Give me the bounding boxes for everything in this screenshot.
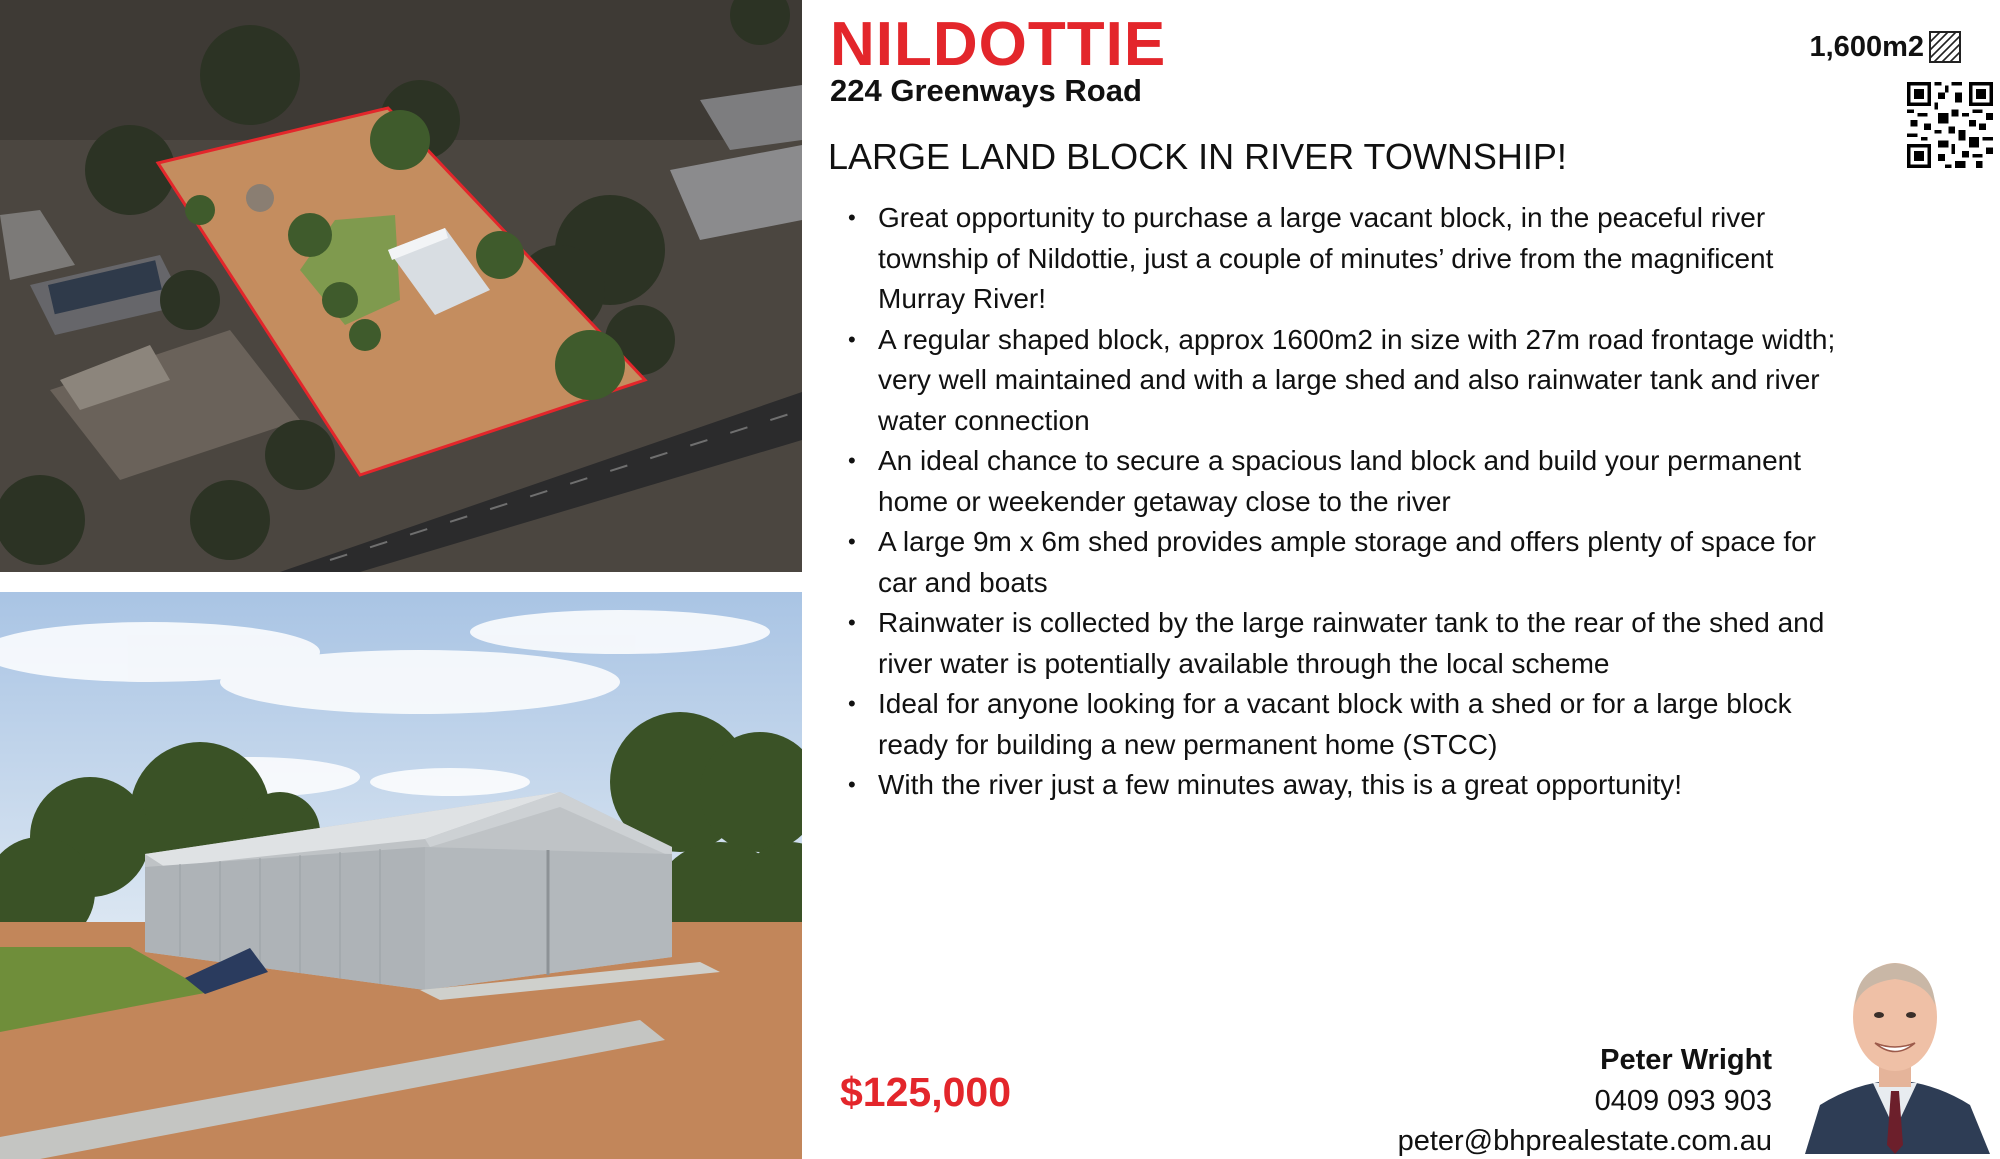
feature-item: • Great opportunity to purchase a large vacant block, in the peaceful river township of Nildottie, just a couple of minutes’ drive from the magnificent Murray River! — [848, 198, 1848, 320]
feature-list — [848, 198, 1848, 806]
property-address: 224 Greenways Road — [830, 73, 1142, 108]
land-area-value: 1,600m2 — [1809, 30, 1924, 63]
agent-name: Peter Wright — [1600, 1044, 1772, 1076]
feature-item: • An ideal chance to secure a spacious land block and build your permanent home or weekender getaway close to the river — [848, 441, 1848, 522]
feature-item: • Rainwater is collected by the large rainwater tank to the rear of the shed and river water is potentially available through the local scheme — [848, 603, 1848, 684]
qr-code-icon[interactable] — [1907, 82, 1993, 168]
land-area — [1810, 30, 1963, 64]
agent-photo — [1795, 945, 1995, 1154]
shed-property-photo — [0, 592, 802, 1159]
feature-item: • With the river just a few minutes away, this is a great opportunity! — [848, 765, 1848, 806]
suburb-title: NILDOTTIE — [830, 10, 1167, 79]
listing-headline: LARGE LAND BLOCK IN RIVER TOWNSHIP! — [828, 136, 1567, 177]
feature-item: • A large 9m x 6m shed provides ample storage and offers plenty of space for car and boats — [848, 522, 1848, 603]
feature-item: • A regular shaped block, approx 1600m2 in size with 27m road frontage width; very well maintained and with a large shed and also rainwater tank and river water connection — [848, 320, 1848, 442]
agent-phone[interactable]: 0409 093 903 — [1594, 1084, 1772, 1117]
land-size-icon — [1928, 30, 1962, 64]
aerial-property-photo — [0, 0, 802, 572]
agent-email[interactable]: peter@bhprealestate.com.au — [1397, 1125, 1772, 1157]
agent-contact — [1398, 1040, 1772, 1159]
price: $125,000 — [840, 1069, 1012, 1115]
feature-item: • Ideal for anyone looking for a vacant block with a shed or for a large block ready for building a new permanent home (STCC) — [848, 684, 1848, 765]
